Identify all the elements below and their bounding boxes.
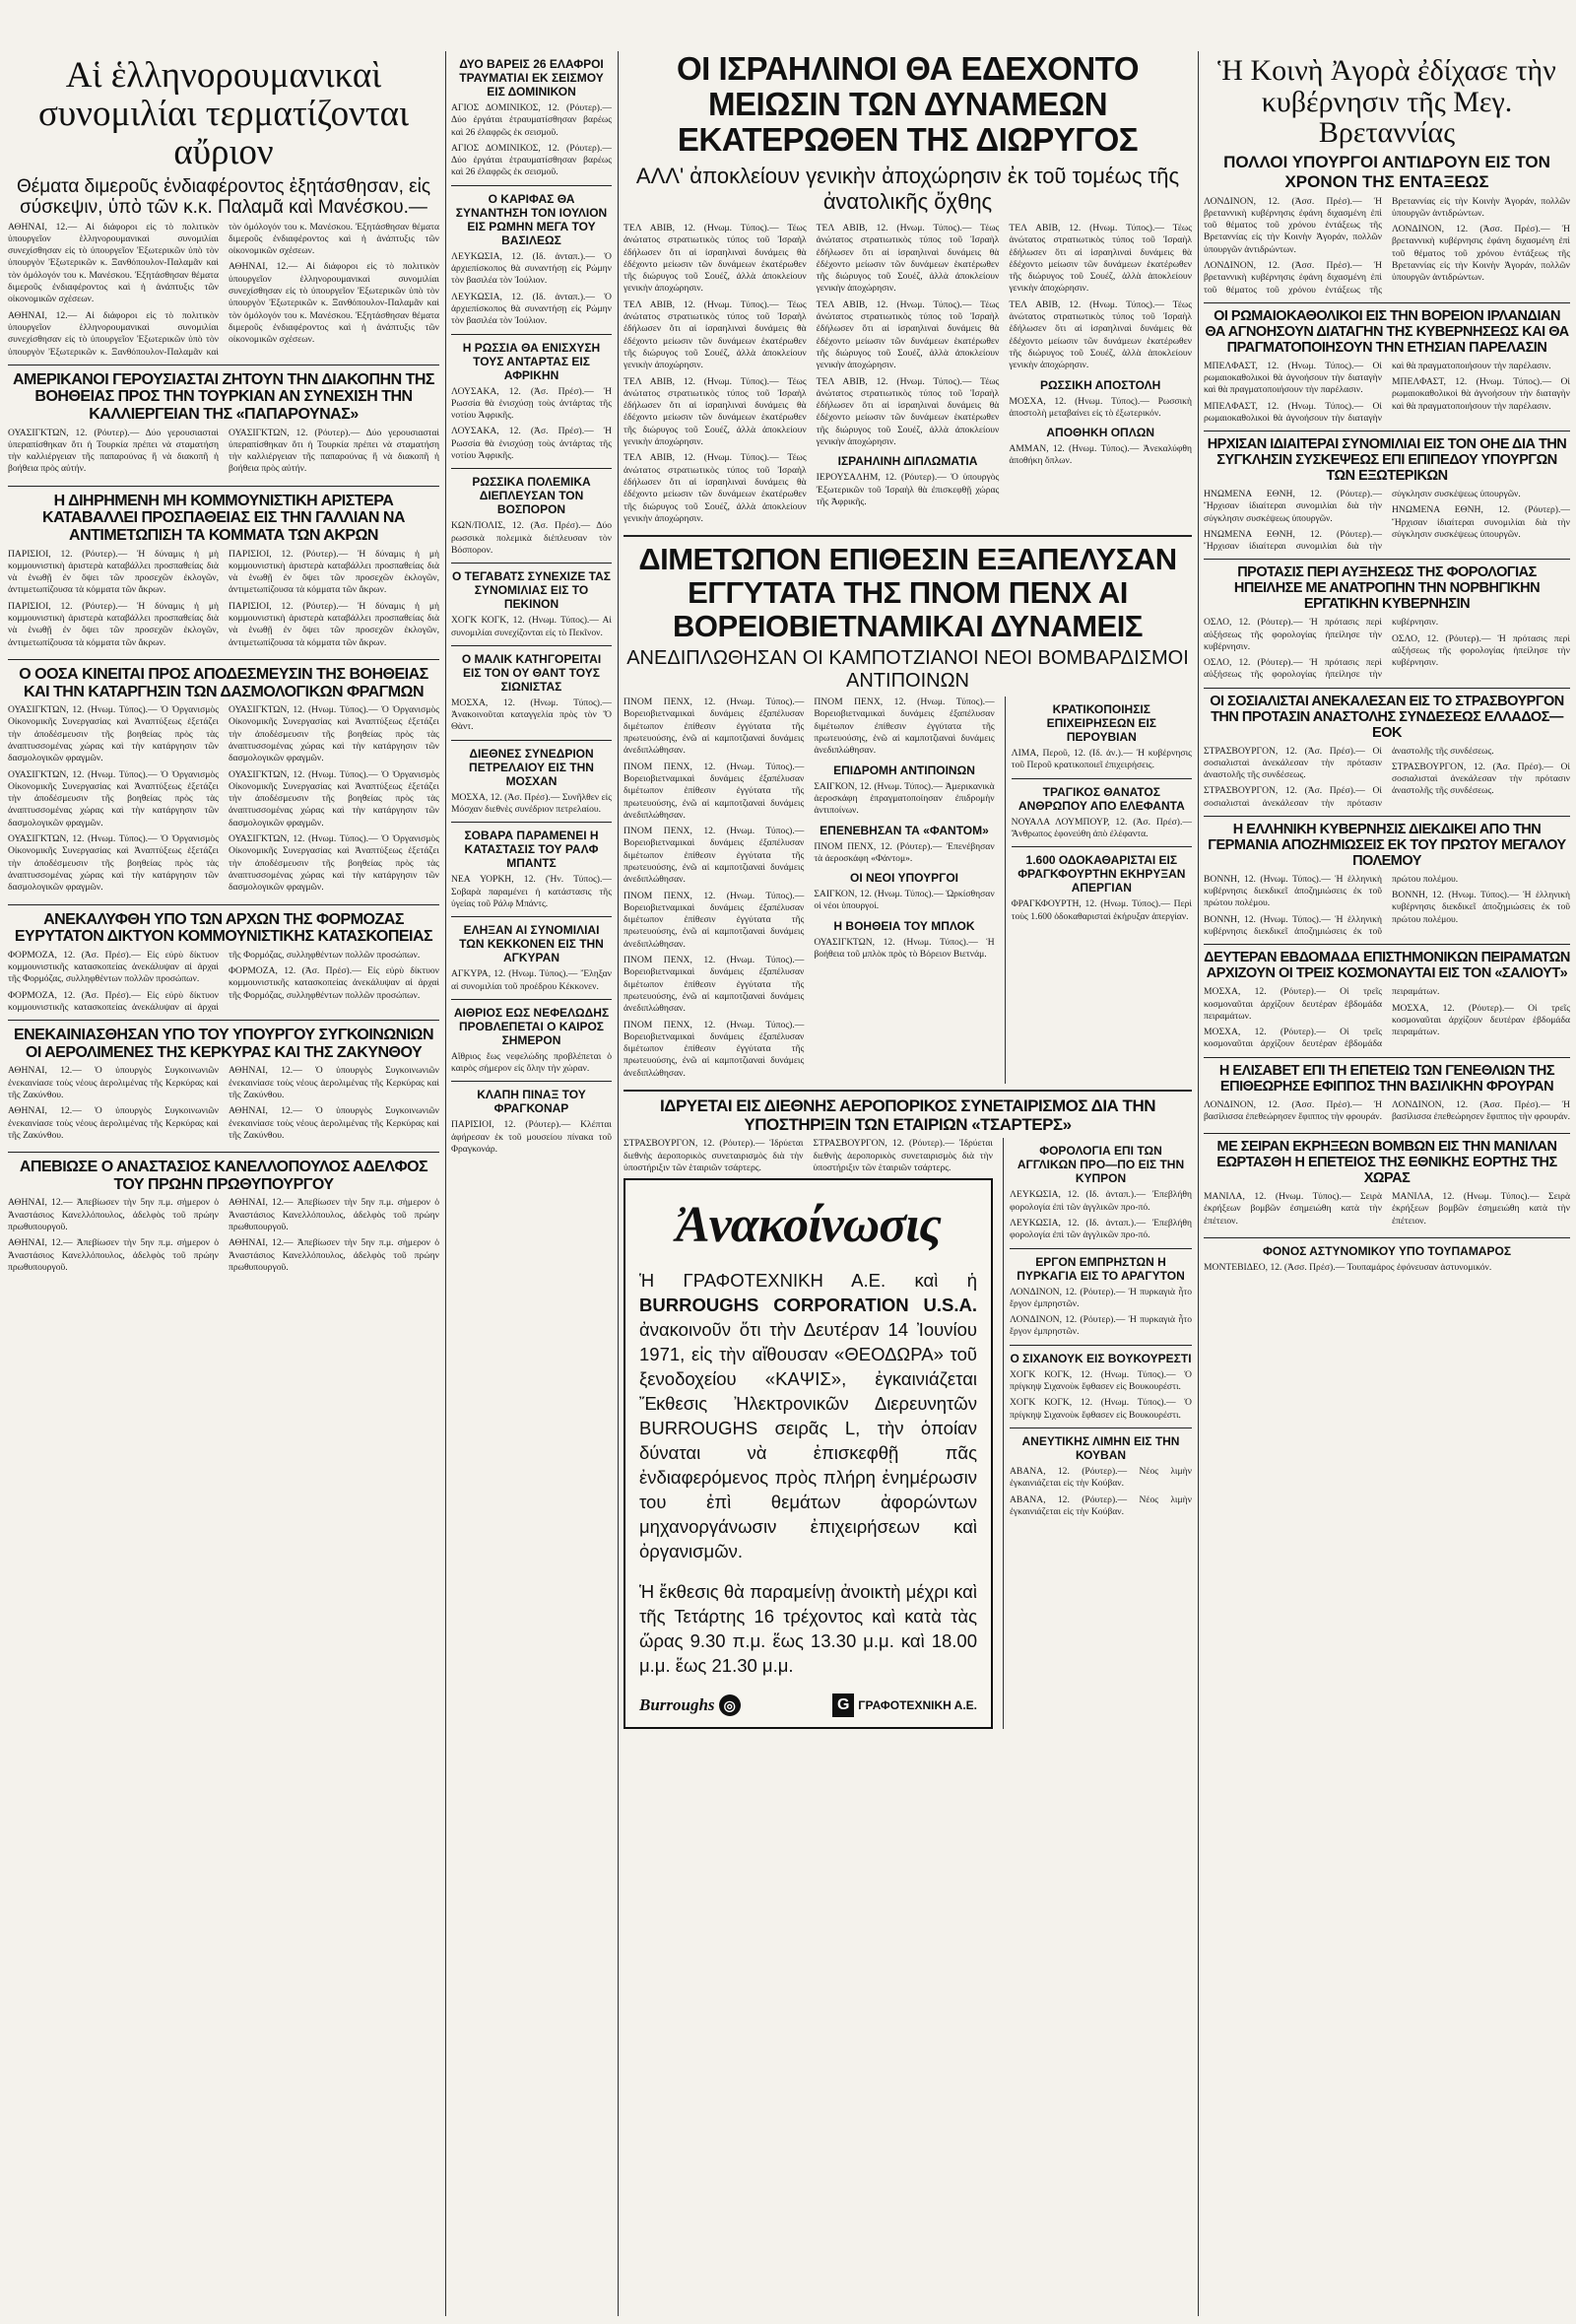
headline-socialists-strasbourg: ΟΙ ΣΟΣΙΑΛΙΣΤΑΙ ΑΝΕΚΑΛΕΣΑΝ ΕΙΣ ΤΟ ΣΤΡΑΣΒΟΥΡΓΟΝ ΤΗΝ ΠΡΟΤΑΣΙΝ ΑΝΑΣΤΟΛΗΣ ΣΥΝΔΕΣΕΩΣ ΕΛΛΑΔΟΣ—ΕΟΚ	[1210, 693, 1564, 741]
section-separator	[451, 916, 612, 917]
article-body	[8, 1197, 439, 1278]
article-text-continued: ΜΠΕΛΦΑΣΤ, 12. (Ηνωμ. Τύπος).— Οἱ ρωμαιοκαθολικοὶ θὰ ἀγνοήσουν τὴν διαταγὴν καὶ θὰ πραγματοποιήσουν τὴν παρέλασιν.	[1392, 375, 1570, 412]
section-separator	[8, 1020, 439, 1021]
section-separator	[1204, 1133, 1570, 1134]
section-separator	[1204, 431, 1570, 432]
article-text-continued: ΛΟΝΔΙΝΟΝ, 12. (Ρόυτερ).— Ἡ πυρκαγιὰ ἦτο ἔργον ἐμπρηστῶν.	[1010, 1314, 1192, 1338]
headline-elizabeth-birthday: Η ΕΛΙΣΑΒΕΤ ΕΠΙ ΤΗ ΕΠΕΤΕΙΩ ΤΩΝ ΓΕΝΕΘΛΙΩΝ ΤΗΣ ΕΠΙΘΕΩΡΗΣΕ ΕΦΙΠΠΟΣ ΤΗΝ ΒΑΣΙΛΙΚΗΝ ΦΡΟΥΡΑΝ	[1218, 1062, 1555, 1095]
article-text: ΑΓΚΥΡΑ, 12. (Ηνωμ. Τύπος).— Ἔληξαν αἱ συνομιλίαι τοῦ προέδρου Κέκκονεν.	[451, 968, 612, 992]
headline-us-senators-turkey: ΑΜΕΡΙΚΑΝΟΙ ΓΕΡΟΥΣΙΑΣΤΑΙ ΖΗΤΟΥΝ ΤΗΝ ΔΙΑΚΟΠΗΝ ΤΗΣ ΒΟΗΘΕΙΑΣ ΠΡΟΣ ΤΗΝ ΤΟΥΡΚΙΑΝ ΑΝ ΣΥΝΕΧΙΣΗ ΤΗΝ ΚΑΛΛΙΕΡΓΕΙΑΝ ΤΗΣ «ΠΑΠΑΡΟΥΝΑΣ»	[12, 370, 435, 423]
article-text-continued: ΜΠΕΛΦΑΣΤ, 12. (Ηνωμ. Τύπος).— Οἱ ρωμαιοκαθολικοὶ θὰ ἀγνοήσουν τὴν διαταγὴν καὶ θὰ πραγματοποιήσουν τὴν παρέλασιν.	[1204, 360, 1551, 424]
article-text: ΑΓΙΟΣ ΔΟΜΙΝΙΚΟΣ, 12. (Ρόυτερ).— Δύο ἐργάται ἐτραυματίσθησαν βαρέως καὶ 26 ἐλαφρῶς ἐκ σεισμοῦ.	[451, 102, 612, 138]
article-text-continued: ΤΕΛ ΑΒΙΒ, 12. (Ηνωμ. Τύπος).— Τέως ἀνώτατος στρατιωτικὸς τύπος τοῦ Ἰσραὴλ ἐδήλωσεν ὅτι αἱ ἰσραηλιναὶ δυνάμεις θὰ ἐδέχοντο μείωσιν τῶν δυνάμεων ἑκατέρωθεν τῆς διώρυγος τοῦ Σουέζ, ἀλλὰ ἀποκλείουν γενικὴν ἀποχώρησιν.	[1009, 299, 1192, 371]
headline-russia-africa: Η ΡΩΣΣΙΑ ΘΑ ΕΝΙΣΧΥΣΗ ΤΟΥΣ ΑΝΤΑΡΤΑΣ ΕΙΣ ΑΦΡΙΚΗΝ	[462, 340, 601, 382]
article-text: ΝΕΑ ΥΟΡΚΗ, 12. (Ἡν. Τύπος).— Σοβαρὰ παραμένει ἡ κατάστασις τῆς ὑγείας τοῦ Ράλφ Μπάντς.	[451, 874, 612, 909]
article-text-continued: ΠΝΟΜ ΠΕΝΧ, 12. (Ηνωμ. Τύπος).— Βορειοβιετναμικαὶ δυνάμεις ἐξαπέλυσαν διμέτωπον ἐπίθεσιν ἐγγύτατα τῆς πρωτευούσης, ἐνῶ αἱ καμποτζιαναὶ δυνάμεις ἀνεδιπλώθησαν.	[624, 1019, 805, 1079]
article-text-continued: ΤΕΛ ΑΒΙΒ, 12. (Ηνωμ. Τύπος).— Τέως ἀνώτατος στρατιωτικὸς τύπος τοῦ Ἰσραὴλ ἐδήλωσεν ὅτι αἱ ἰσραηλιναὶ δυνάμεις θὰ ἐδέχοντο μείωσιν τῶν δυνάμεων ἑκατέρωθεν τῆς διώρυγος τοῦ Σουέζ, ἀλλὰ ἀποκλείουν γενικὴν ἀποχώρησιν.	[816, 375, 1000, 448]
israel-article-columns	[624, 223, 1192, 529]
column-rule	[1198, 51, 1199, 2316]
article-text-continued: ΟΣΛΟ, 12. (Ρόυτερ).— Ἡ πρότασις περὶ αὐξήσεως τῆς φορολογίας ἠπείλησε τὴν κυβέρνησιν.	[1204, 617, 1439, 681]
ad-paragraph-2: Ἡ ἔκθεσις θὰ παραμείνῃ ἀνοικτὴ μέχρι καὶ τῆς Τετάρτης 16 τρέχοντος καὶ κατὰ τὰς ὥρας 9.30 π.μ. ἕως 13.30 μ.μ. καὶ 18.00 μ.μ. ἕως 21.30 μ.μ.	[639, 1581, 977, 1677]
article-text-continued: ΜΑΝΙΛΑ, 12. (Ηνωμ. Τύπος).— Σειρὰ ἐκρήξεων βομβῶν ἐσημειώθη κατὰ τὴν ἐπέτειον.	[1392, 1191, 1570, 1227]
headline-makarios-rome: Ο ΚΑΡΙΦΑΣ ΘΑ ΣΥΝΑΝΤΗΣΗ ΤΟΝ ΙΟΥΛΙΟΝ ΕΙΣ ΡΩΜΗΝ ΜΕΓΑ ΤΟΥ ΒΑΣΙΛΕΩΣ	[455, 191, 608, 247]
headline-cuba-port: ΑΝΕΥΤΙΚΗΣ ΛΙΜΗΝ ΕΙΣ ΤΗΝ ΚΟΥΒΑΝ	[1021, 1433, 1180, 1462]
article-text-continued: ΠΝΟΜ ΠΕΝΧ, 12. (Ηνωμ. Τύπος).— Βορειοβιετναμικαὶ δυνάμεις ἐξαπέλυσαν διμέτωπον ἐπίθεσιν ἐγγύτατα τῆς πρωτευούσης, ἐνῶ αἱ καμποτζιαναὶ δυνάμεις ἀνεδιπλώθησαν.	[624, 826, 805, 886]
article-text: ΠΑΡΙΣΙΟΙ, 12. (Ρόυτερ).— Ἡ δύναμις ἡ μὴ κομμουνιστικὴ ἀριστερὰ καταβάλλει προσπαθείας διὰ νὰ ἑνωθῇ ἐν ὄψει τῶν προσεχῶν ἐκλογῶν, ἀντιμετωπίζουσα τὰ κόμματα τῶν ἄκρων.	[8, 548, 219, 596]
brief-column	[1003, 1138, 1192, 1729]
section-separator	[451, 740, 612, 741]
article-text-continued: ΛΟΥΣΑΚΑ, 12. (Ἀσ. Πρέσ).— Ἡ Ρωσσία θὰ ἐνισχύσῃ τοὺς ἀντάρτας τῆς νοτίου Ἀφρικῆς.	[451, 426, 612, 462]
article-text: ΠΝΟΜ ΠΕΝΧ, 12. (Ηνωμ. Τύπος).— Βορειοβιετναμικαὶ δυνάμεις ἐξαπέλυσαν διμέτωπον ἐπίθεσιν ἐγγύτατα τῆς πρωτευούσης, ἐνῶ αἱ καμποτζιαναὶ δυνάμεις ἀνεδιπλώθησαν.	[624, 697, 805, 757]
article-column	[624, 697, 804, 1084]
headline-common-market-britain: Ἡ Κοινὴ Ἀγορὰ ἐδίχασε τὴν κυβέρνησιν τῆς Μεγ. Βρεταννίας	[1217, 54, 1556, 149]
ad-text-intro: Ἡ ΓΡΑΦΟΤΕΧΝΙΚΗ Α.Ε. καὶ ἡ	[639, 1270, 977, 1292]
section-separator	[1204, 816, 1570, 817]
section-separator	[624, 535, 1192, 537]
headline-sihanouk-bucharest: Ο ΣΙΧΑΝΟΥΚ ΕΙΣ ΒΟΥΚΟΥΡΕΣΤΙ	[1010, 1351, 1192, 1365]
article-text: ΗΝΩΜΕΝΑ ΕΘΝΗ, 12. (Ρόυτερ).— Ἤρχισαν ἰδιαίτεραι συνομιλίαι διὰ τὴν σύγκλησιν συσκέψεως ὑπουργῶν.	[1204, 488, 1382, 524]
article-text-continued: ΛΟΝΔΙΝΟΝ, 12. (Ἀσσ. Πρέσ).— Ἡ βρεταννικὴ κυβέρνησις ἐφάνη διχασμένη ἐπὶ τοῦ θέματος τοῦ χρόνου ἐντάξεως τῆς Βρεταννίας εἰς τὴν Κοινὴν Ἀγοράν, πολλῶν ὑπουργῶν ἀντιδρώντων.	[1204, 195, 1570, 296]
section-separator	[1010, 1248, 1192, 1249]
article-text: ΠΑΡΙΣΙΟΙ, 12. (Ρόυτερ).— Κλέπται ἀφήρεσαν ἐκ τοῦ μουσείου πίνακα τοῦ Φραγκονάρ.	[451, 1119, 612, 1155]
article-body	[8, 704, 439, 897]
grafotechniki-wordmark: ΓΡΑΦΟΤΕΧΝΙΚΗ Α.Ε.	[858, 1698, 977, 1713]
article-column	[1009, 223, 1192, 529]
article-text-continued: ΜΟΣΧΑ, 12. (Ρόυτερ).— Οἱ τρεῖς κοσμοναῦται ἀρχίζουν δευτέραν ἑβδομάδα πειραμάτων.	[1392, 1002, 1570, 1038]
article-text-continued: ΟΥΑΣΙΓΚΤΩΝ, 12. (Ηνωμ. Τύπος).— Ὁ Ὀργανισμὸς Οἰκονομικῆς Συνεργασίας καὶ Ἀναπτύξεως ἐξετάζει τὴν ἀποδέσμευσιν τῆς βοηθείας πρὸς τὰς ἀναπτυσσομένας χώρας καὶ τὴν κατάργησιν τῶν δασμολογικῶν φραγμῶν.	[229, 704, 439, 764]
headline-israel-canal: ΟΙ ΙΣΡΑΗΛΙΝΟΙ ΘΑ ΕΔΕΧΟΝΤΟ ΜΕΙΩΣΙΝ ΤΩΝ ΔΥΝΑΜΕΩΝ ΕΚΑΤΕΡΩΘΕΝ ΤΗΣ ΔΙΩΡΥΓΟΣ	[677, 51, 1139, 158]
bottom-centre-row	[624, 1138, 1192, 1729]
article-text: ΟΥΑΣΙΓΚΤΩΝ, 12. (Ηνωμ. Τύπος).— Ὁ Ὀργανισμὸς Οἰκονομικῆς Συνεργασίας καὶ Ἀναπτύξεως ἐξετάζει τὴν ἀποδέσμευσιν τῆς βοηθείας πρὸς τὰς ἀναπτυσσομένας χώρας καὶ τὴν κατάργησιν τῶν δασμολογικῶν φραγμῶν.	[8, 704, 219, 764]
section-separator	[1012, 778, 1192, 779]
article-text: ΑΒΑΝΑ, 12. (Ρόυτερ).— Νέος λιμὴν ἐγκαινιάζεται εἰς τὴν Κούβαν.	[1010, 1465, 1192, 1490]
subheadline-israel-canal: ΑΛΛ' ἀποκλείουν γενικὴν ἀποχώρησιν ἐκ τοῦ τομέως τῆς ἀνατολικῆς ὄχθης	[635, 164, 1180, 214]
article-text-continued: ΤΕΛ ΑΒΙΒ, 12. (Ηνωμ. Τύπος).— Τέως ἀνώτατος στρατιωτικὸς τύπος τοῦ Ἰσραὴλ ἐδήλωσεν ὅτι αἱ ἰσραηλιναὶ δυνάμεις θὰ ἐδέχοντο μείωσιν τῶν δυνάμεων ἑκατέρωθεν τῆς διώρυγος τοῦ Σουέζ, ἀλλὰ ἀποκλείουν γενικὴν ἀποχώρησιν.	[816, 299, 1000, 371]
headline-greek-reparations: Η ΕΛΛΗΝΙΚΗ ΚΥΒΕΡΝΗΣΙΣ ΔΙΕΚΔΙΚΕΙ ΑΠΟ ΤΗΝ ΓΕΡΜΑΝΙΑ ΑΠΟΖΗΜΙΩΣΕΙΣ ΕΚ ΤΟΥ ΠΡΩΤΟΥ ΜΕΓΑΛΟΥ ΠΟΛΕΜΟΥ	[1208, 822, 1566, 869]
article-text: ΜΑΝΙΛΑ, 12. (Ηνωμ. Τύπος).— Σειρὰ ἐκρήξεων βομβῶν ἐσημειώθη κατὰ τὴν ἐπέτειον.	[1204, 1191, 1382, 1227]
headline-dominican-earthquake: ΔΥΟ ΒΑΡΕΙΣ 26 ΕΛΑΦΡΟΙ ΤΡΑΥΜΑΤΙΑΙ ΕΚ ΣΕΙΣΜΟΥ ΕΙΣ ΔΟΜΙΝΙΚΟΝ	[459, 57, 604, 99]
headline-kanellopoulos-death: ΑΠΕΒΙΩΣΕ Ο ΑΝΑΣΤΑΣΙΟΣ ΚΑΝΕΛΛΟΠΟΥΛΟΣ ΑΔΕΛΦΟΣ ΤΟΥ ΠΡΩΗΝ ΠΡΩΘΥΠΟΥΡΓΟΥ	[19, 1159, 428, 1193]
burroughs-wordmark: Burroughs	[639, 1695, 715, 1715]
article-body	[1204, 1099, 1570, 1128]
article-text-continued: ΟΣΛΟ, 12. (Ρόυτερ).— Ἡ πρότασις περὶ αὐξήσεως τῆς φορολογίας ἠπείλησε τὴν κυβέρνησιν.	[1392, 632, 1570, 669]
article-text: ΙΕΡΟΥΣΑΛΗΜ, 12. (Ρόυτερ).— Ὁ ὑπουργὸς Ἐξωτερικῶν τοῦ Ἰσραὴλ θὰ ἐπισκεφθῇ χώρας τῆς Ἀφρικῆς.	[816, 472, 1000, 507]
article-text-continued: ΑΘΗΝΑΙ, 12.— Ἀπεβίωσεν τὴν 5ην π.μ. σήμερον ὁ Ἀναστάσιος Κανελλόπουλος, ἀδελφὸς τοῦ πρώην πρωθυπουργοῦ.	[229, 1197, 439, 1232]
headline-peru-nationalization: ΚΡΑΤΙΚΟΠΟΙΗΣΙΣ ΕΠΙΧΕΙΡΗΣΕΩΝ ΕΙΣ ΠΕΡΟΥΒΙΑΝ	[1046, 702, 1157, 745]
article-text-continued: ΟΥΑΣΙΓΚΤΩΝ, 12. (Ρόυτερ).— Δύο γερουσιασταὶ ὑπεραπίσθηκαν ὅτι ἡ Τουρκία πρέπει νὰ σταματήση τὴν καλλιέργειαν τῆς παπαρούνας ἢ νὰ διακοπῆ ἡ βοήθεια πρὸς αὐτήν.	[229, 427, 439, 475]
section-separator	[451, 334, 612, 335]
article-text-continued: ΟΥΑΣΙΓΚΤΩΝ, 12. (Ηνωμ. Τύπος).— Ὁ Ὀργανισμὸς Οἰκονομικῆς Συνεργασίας καὶ Ἀναπτύξεως ἐξετάζει τὴν ἀποδέσμευσιν τῆς βοηθείας πρὸς τὰς ἀναπτυσσομένας χώρας καὶ τὴν κατάργησιν τῶν δασμολογικῶν φραγμῶν.	[8, 768, 219, 829]
article-text: ΝΟΥΑΛΑ ΛΟΥΜΠΟΥΡ, 12. (Ἀσ. Πρέσ).— Ἄνθρωπος ἐφονεύθη ἀπὸ ἐλέφαντα.	[1011, 816, 1192, 840]
article-text-continued: ΤΕΛ ΑΒΙΒ, 12. (Ηνωμ. Τύπος).— Τέως ἀνώτατος στρατιωτικὸς τύπος τοῦ Ἰσραὴλ ἐδήλωσεν ὅτι αἱ ἰσραηλιναὶ δυνάμεις θὰ ἐδέχοντο μείωσιν τῶν δυνάμεων ἑκατέρωθεν τῆς διώρυγος τοῦ Σουέζ, ἀλλὰ ἀποκλείουν γενικὴν ἀποχώρησιν.	[624, 452, 807, 524]
section-separator	[8, 904, 439, 905]
headline-un-talks: ΗΡΧΙΣΑΝ ΙΔΙΑΙΤΕΡΑΙ ΣΥΝΟΜΙΛΙΑΙ ΕΙΣ ΤΟΝ ΟΗΕ ΔΙΑ ΤΗΝ ΣΥΓΚΛΗΣΙΝ ΣΥΣΚΕΨΕΩΣ ΕΠΙ ΕΠΙΠΕΔΟΥ ΥΠΟΥΡΓΩΝ ΤΩΝ ΕΞΩΤΕΡΙΚΩΝ	[1207, 436, 1567, 485]
article-text: ΑΜΜΑΝ, 12. (Ηνωμ. Τύπος).— Ἀνεκαλύφθη ἀποθήκη ὅπλων.	[1009, 443, 1192, 467]
article-text-continued: ΛΟΝΔΙΝΟΝ, 12. (Ἀσσ. Πρέσ).— Ἡ βρεταννικὴ κυβέρνησις ἐφάνη διχασμένη ἐπὶ τοῦ θέματος τοῦ χρόνου ἐντάξεως τῆς Βρεταννίας εἰς τὴν Κοινὴν Ἀγοράν, πολλῶν ὑπουργῶν ἀντιδρώντων.	[1392, 224, 1570, 284]
subheading-israel-diplomacy: ΙΣΡΑΗΛΙΝΗ ΔΙΠΛΩΜΑΤΙΑ	[837, 454, 978, 469]
ad-paragraph-1	[639, 1268, 977, 1563]
burroughs-logo-icon: ◎	[719, 1694, 741, 1716]
column-centre	[624, 51, 1192, 2316]
article-text: ΚΩΝ/ΠΟΛΙΣ, 12. (Ἀσ. Πρέσ).— Δύο ρωσσικὰ πολεμικὰ διέπλευσαν τὸν Βόσπορον.	[451, 520, 612, 556]
ad-brand-corp: BURROUGHS CORPORATION U.S.A.	[639, 1295, 977, 1316]
article-body	[1204, 1191, 1570, 1231]
article-text-continued: ΗΝΩΜΕΝΑ ΕΘΝΗ, 12. (Ρόυτερ).— Ἤρχισαν ἰδιαίτεραι συνομιλίαι διὰ τὴν σύγκλησιν συσκέψεως ὑπουργῶν.	[1204, 488, 1521, 553]
article-text-continued: ΠΝΟΜ ΠΕΝΧ, 12. (Ηνωμ. Τύπος).— Βορειοβιετναμικαὶ δυνάμεις ἐξαπέλυσαν διμέτωπον ἐπίθεσιν ἐγγύτατα τῆς πρωτευούσης, ἐνῶ αἱ καμποτζιαναὶ δυνάμεις ἀνεδιπλώθησαν.	[624, 955, 805, 1015]
headline-kekkonen-ankara: ΕΛΗΞΑΝ ΑΙ ΣΥΝΟΜΙΛΙΑΙ ΤΩΝ ΚΕΚΚΟΝΕΝ ΕΙΣ ΤΗΝ ΑΓΚΥΡΑΝ	[459, 923, 604, 965]
article-text-continued: ΑΘΗΝΑΙ, 12.— Ὁ ὑπουργὸς Συγκοινωνιῶν ἐνεκαινίασε τοὺς νέους ἀερολιμένας τῆς Κερκύρας καὶ τῆς Ζακύνθου.	[229, 1065, 439, 1101]
column-brief-news	[451, 51, 612, 2316]
article-text: ΧΟΓΚ ΚΟΓΚ, 12. (Ηνωμ. Τύπος).— Αἱ συνομιλίαι συνεχίζονται εἰς τὸ Πεκῖνον.	[451, 615, 612, 638]
section-separator	[451, 185, 612, 186]
column-rule	[618, 51, 619, 2316]
article-text-continued: ΑΘΗΝΑΙ, 12.— Αἱ διάφοροι εἰς τὸ πολιτικὸν ὑπουργεῖον ἑλληνορουμανικαὶ συνομιλίαι συνεχίσθησαν εἰς τὸ ὑπουργεῖον Ἐξωτερικῶν ὑπὸ τὸν ὑπουργὸν Ἐξωτερικῶν κ. Ξανθόπουλον-Παλαμᾶν καὶ τὸν ὁμόλογόν του κ. Μανέσκου. Ἐξητάσθησαν θέματα διμεροῦς ἐνδιαφέροντος καὶ ἡ ἀνάπτυξις τῶν οἰκονομικῶν σχέσεων.	[8, 221, 439, 358]
article-text-continued: ΠΝΟΜ ΠΕΝΧ, 12. (Ηνωμ. Τύπος).— Βορειοβιετναμικαὶ δυνάμεις ἐξαπέλυσαν διμέτωπον ἐπίθεσιν ἐγγύτατα τῆς πρωτευούσης, ἐνῶ αἱ καμποτζιαναὶ δυνάμεις ἀνεδιπλώθησαν.	[624, 890, 805, 950]
charter-and-ad	[624, 1138, 993, 1729]
article-body	[1204, 746, 1570, 810]
article-text-continued: ΟΥΑΣΙΓΚΤΩΝ, 12. (Ηνωμ. Τύπος).— Ὁ Ὀργανισμὸς Οἰκονομικῆς Συνεργασίας καὶ Ἀναπτύξεως ἐξετάζει τὴν ἀποδέσμευσιν τῆς βοηθείας πρὸς τὰς ἀναπτυσσομένας χώρας καὶ τὴν κατάργησιν τῶν δασμολογικῶν φραγμῶν.	[229, 768, 439, 829]
article-body	[1204, 489, 1570, 553]
article-body	[8, 950, 439, 1014]
article-column	[814, 697, 994, 1084]
article-text: ΤΕΛ ΑΒΙΒ, 12. (Ηνωμ. Τύπος).— Τέως ἀνώτατος στρατιωτικὸς τύπος τοῦ Ἰσραὴλ ἐδήλωσεν ὅτι αἱ ἰσραηλιναὶ δυνάμεις θὰ ἐδέχοντο μείωσιν τῶν δυνάμεων ἑκατέρωθεν τῆς διώρυγος τοῦ Σουέζ, ἀλλὰ ἀποκλείουν γενικὴν ἀποχώρησιν.	[816, 223, 1000, 295]
subheading-new-ministers: ΟΙ ΝΕΟΙ ΥΠΟΥΡΓΟΙ	[849, 871, 958, 886]
article-body	[8, 428, 439, 480]
section-separator	[1204, 1057, 1570, 1058]
article-text-continued: ΠΑΡΙΣΙΟΙ, 12. (Ρόυτερ).— Ἡ δύναμις ἡ μὴ κομμουνιστικὴ ἀριστερὰ καταβάλλει προσπαθείας διὰ νὰ ἑνωθῇ ἐν ὄψει τῶν προσεχῶν ἐκλογῶν, ἀντιμετωπίζουσα τὰ κόμματα τῶν ἄκρων.	[229, 600, 439, 648]
cambodia-article-columns	[624, 697, 1192, 1084]
article-text: ΒΟΝΝΗ, 12. (Ηνωμ. Τύπος).— Ἡ ἑλληνικὴ κυβέρνησις διεκδικεῖ ἀποζημιώσεις ἐκ τοῦ πρώτου πολέμου.	[1204, 873, 1382, 909]
article-text: ΛΕΥΚΩΣΙΑ, 12. (Ιδ. ἀνταπ.).— Ὁ ἀρχιεπίσκοπος θὰ συναντήσῃ εἰς Ρώμην τὸν βασιλέα τὸν Ἰούλιον.	[451, 250, 612, 287]
subheadline-phnom-penh: ΑΝΕΔΙΠΛΩΘΗΣΑΝ ΟΙ ΚΑΜΠΟΤΖΙΑΝΟΙ ΝΕΟΙ ΒΟΜΒΑΡΔΙΣΜΟΙ ΑΝΤΙΠΟΙΝΩΝ	[626, 647, 1189, 693]
subheading-russian-mission: ΡΩΣΣΙΚΗ ΑΠΟΣΤΟΛΗ	[1040, 377, 1161, 392]
article-text-continued: ΟΥΑΣΙΓΚΤΩΝ, 12. (Ηνωμ. Τύπος).— Ὁ Ὀργανισμὸς Οἰκονομικῆς Συνεργασίας καὶ Ἀναπτύξεως ἐξετάζει τὴν ἀποδέσμευσιν τῆς βοηθείας πρὸς τὰς ἀναπτυσσομένας χώρας καὶ τὴν κατάργησιν τῶν δασμολογικῶν φραγμῶν.	[229, 833, 439, 894]
article-text: ΜΟΣΧΑ, 12. (Ἀσ. Πρέσ).— Συνῆλθεν εἰς Μόσχαν διεθνὲς συνέδριον πετρελαίου.	[451, 791, 612, 816]
headline-french-left: Η ΔΙΗΡΗΜΕΝΗ ΜΗ ΚΟΜΜΟΥΝΙΣΤΙΚΗ ΑΡΙΣΤΕΡΑ ΚΑΤΑΒΑΛΛΕΙ ΠΡΟΣΠΑΘΕΙΑΣ ΕΙΣ ΤΗΝ ΓΑΛΛΙΑΝ ΝΑ ΑΝΤΙΜΕΤΩΠΙΣΗ ΤΑ ΚΟΜΜΑΤΑ ΤΩΝ ΑΚΡΩΝ	[42, 492, 405, 544]
article-column	[817, 223, 1000, 529]
headline-romanian-talks: Αἱ ἑλληνορουμανικαὶ συνομιλίαι τερματίζονται αὔριον	[37, 55, 410, 172]
section-separator	[451, 1081, 612, 1082]
article-text: ΜΟΣΧΑ, 12. (Ηνωμ. Τύπος).— Ἀνακοινοῦται καταγγελία πρὸς τὸν Ὄ Θὰντ.	[451, 697, 612, 733]
section-separator	[1204, 302, 1570, 303]
article-text-continued: ΠΝΟΜ ΠΕΝΧ, 12. (Ηνωμ. Τύπος).— Βορειοβιετναμικαὶ δυνάμεις ἐξαπέλυσαν διμέτωπον ἐπίθεσιν ἐγγύτατα τῆς πρωτευούσης, ἐνῶ αἱ καμποτζιαναὶ δυνάμεις ἀνεδιπλώθησαν.	[624, 761, 805, 821]
article-text-continued: ΟΥΑΣΙΓΚΤΩΝ, 12. (Ηνωμ. Τύπος).— Ὁ Ὀργανισμὸς Οἰκονομικῆς Συνεργασίας καὶ Ἀναπτύξεως ἐξετάζει τὴν ἀποδέσμευσιν τῆς βοηθείας πρὸς τὰς ἀναπτυσσομένας χώρας καὶ τὴν κατάργησιν τῶν δασμολογικῶν φραγμῶν.	[8, 833, 219, 894]
ad-title: Ἀνακοίνωσις	[676, 1197, 941, 1254]
article-text: ΛΙΜΑ, Περοῦ, 12. (Ιδ. ἀν.).— Ἡ κυβέρνησις τοῦ Περοῦ κρατικοποιεῖ ἐπιχειρήσεις.	[1011, 748, 1192, 771]
article-text-continued: ΑΘΗΝΑΙ, 12.— Ὁ ὑπουργὸς Συγκοινωνιῶν ἐνεκαινίασε τοὺς νέους ἀερολιμένας τῆς Κερκύρας καὶ τῆς Ζακύνθου.	[8, 1105, 219, 1141]
headline-salyut-cosmonauts: ΔΕΥΤΕΡΑΝ ΕΒΔΟΜΑΔΑ ΕΠΙΣΤΗΜΟΝΙΚΩΝ ΠΕΙΡΑΜΑΤΩΝ ΑΡΧΙΖΟΥΝ ΟΙ ΤΡΕΙΣ ΚΟΣΜΟΝΑΥΤΑΙ ΕΙΣ ΤΟΝ «ΣΑΛΙΟΥΤ»	[1204, 950, 1570, 982]
article-body	[1204, 617, 1570, 681]
article-text-continued: ΜΟΣΧΑ, 12. (Ρόυτερ).— Οἱ τρεῖς κοσμοναῦται ἀρχίζουν δευτέραν ἑβδομάδα πειραμάτων.	[1204, 986, 1440, 1050]
headline-tupamaros: ΦΟΝΟΣ ΑΣΤΥΝΟΜΙΚΟΥ ΥΠΟ ΤΟΥΠΑΜΑΡΟΣ	[1262, 1243, 1512, 1258]
subheading-bloc-aid: Η ΒΟΗΘΕΙΑ ΤΟΥ ΜΠΛΟΚ	[833, 918, 975, 933]
subheading-arms-depot: ΑΠΟΘΗΚΗ ΟΠΛΩΝ	[1046, 426, 1154, 440]
article-text-continued: ΒΟΝΝΗ, 12. (Ηνωμ. Τύπος).— Ἡ ἑλληνικὴ κυβέρνησις διεκδικεῖ ἀποζημιώσεις ἐκ τοῦ πρώτου πολέμου.	[1204, 873, 1459, 938]
article-text-continued: ΛΕΥΚΩΣΙΑ, 12. (Ιδ. ἀνταπ.).— Ἐπεβλήθη φορολογία ἐπὶ τῶν ἀγγλικῶν προ-πό.	[1010, 1218, 1192, 1241]
ad-text-body: ἀνακοινοῦν ὅτι τὴν Δευτέραν 14 Ἰουνίου 1971, εἰς τὴν αἴθουσαν «ΘΕΟΔΩΡΑ» τοῦ ξενοδοχείου «ΚΑΨΙΣ», ἐγκαινιάζεται Ἔκθεσις Ἠλεκτρονικῶν Διερευνητῶν BURROUGHS σειρᾶς L, τὴν ὁποίαν δύναται νὰ ἐπισκεφθῇ πᾶς ἐνδιαφερόμενος πρὸς πλήρη ἐνημέρωσιν του ἐπὶ θεμάτων ἀφορώντων μηχανοργάνωσιν ἐπιχειρήσεων καὶ ὀργανισμῶν.	[639, 1319, 977, 1562]
article-body	[1204, 874, 1570, 938]
column-left	[8, 51, 439, 2316]
headline-formosa-espionage: ΑΝΕΚΑΛΥΦΘΗ ΥΠΟ ΤΩΝ ΑΡΧΩΝ ΤΗΣ ΦΟΡΜΟΖΑΣ ΕΥΡΥΤΑΤΟΝ ΔΙΚΤΥΟΝ ΚΟΜΜΟΥΝΙΣΤΙΚΗΣ ΚΑΤΑΣΚΟΠΕΙΑΣ	[14, 910, 433, 946]
article-text: ΜΟΣΧΑ, 12. (Ρόυτερ).— Οἱ τρεῖς κοσμοναῦται ἀρχίζουν δευτέραν ἑβδομάδα πειραμάτων.	[1204, 986, 1382, 1022]
headline-fragonard-theft: ΚΛΑΠΗ ΠΙΝΑΞ ΤΟΥ ΦΡΑΓΚΟΝΑΡ	[477, 1088, 586, 1116]
article-text: ΣΑΙΓΚΟΝ, 12. (Ηνωμ. Τύπος).— Ἀμερικανικὰ ἀεροσκάφη ἐπραγματοποίησαν ἐπιδρομὴν ἀντιποίνων.	[814, 780, 995, 817]
headline-oil-congress-moscow: ΔΙΕΘΝΕΣ ΣΥΝΕΔΡΙΟΝ ΠΕΤΡΕΛΑΙΟΥ ΕΙΣ ΤΗΝ ΜΟΣΧΑΝ	[469, 746, 594, 788]
article-text: ΠΝΟΜ ΠΕΝΧ, 12. (Ρόυτερ).— Ἐπενέβησαν τὰ ἀεροσκάφη «Φάντομ».	[814, 840, 995, 864]
article-text: ΛΟΥΣΑΚΑ, 12. (Ἀσ. Πρέσ).— Ἡ Ρωσσία θὰ ἐνισχύσῃ τοὺς ἀντάρτας τῆς νοτίου Ἀφρικῆς.	[451, 385, 612, 422]
article-text-continued: ΧΟΓΚ ΚΟΓΚ, 12. (Ηνωμ. Τύπος).— Ὁ πρίγκηψ Σιχανοὺκ ἔφθασεν εἰς Βουκουρέστι.	[1010, 1397, 1192, 1421]
article-text: ΣΑΙΓΚΟΝ, 12. (Ηνωμ. Τύπος).— Ὡρκίσθησαν οἱ νέοι ὑπουργοί.	[814, 889, 995, 912]
headline-oecd: Ο ΟΟΣΑ ΚΙΝΕΙΤΑΙ ΠΡΟΣ ΑΠΟΔΕΣΜΕΥΣΙΝ ΤΗΣ ΒΟΗΘΕΙΑΣ ΚΑΙ ΤΗΝ ΚΑΤΑΡΓΗΣΙΝ ΤΩΝ ΔΑΣΜΟΛΟΓΙΚΩΝ ΦΡΑΓΜΩΝ	[19, 665, 428, 700]
article-body	[8, 549, 439, 653]
grafotechniki-logo	[832, 1693, 977, 1717]
section-separator	[1010, 1345, 1192, 1346]
article-text: ΣΤΡΑΣΒΟΥΡΓΟΝ, 12. (Ρόυτερ).— Ἱδρύεται διεθνὴς ἀεροπορικὸς συνεταιρισμὸς διὰ τὴν ὑποστήριξιν τῶν ἑταιριῶν τσάρτερς.	[624, 1138, 804, 1173]
section-separator	[1204, 1237, 1570, 1238]
article-text: ΜΠΕΛΦΑΣΤ, 12. (Ηνωμ. Τύπος).— Οἱ ρωμαιοκαθολικοὶ θὰ ἀγνοήσουν τὴν διαταγὴν καὶ θὰ πραγματοποιήσουν τὴν παρέλασιν.	[1204, 360, 1382, 396]
article-text-continued: ΣΤΡΑΣΒΟΥΡΓΟΝ, 12. (Ἀσ. Πρέσ).— Οἱ σοσιαλισταὶ ἀνεκάλεσαν τὴν πρότασιν ἀναστολῆς τῆς συνδέσεως.	[1204, 745, 1494, 809]
article-column	[624, 223, 807, 529]
section-separator	[8, 486, 439, 487]
section-separator	[1012, 846, 1192, 847]
subheading-reprisal-raid: ΕΠΙΔΡΟΜΗ ΑΝΤΙΠΟΙΝΩΝ	[833, 763, 975, 777]
section-separator	[451, 468, 612, 469]
article-text-continued: ΤΕΛ ΑΒΙΒ, 12. (Ηνωμ. Τύπος).— Τέως ἀνώτατος στρατιωτικὸς τύπος τοῦ Ἰσραὴλ ἐδήλωσεν ὅτι αἱ ἰσραηλιναὶ δυνάμεις θὰ ἐδέχοντο μείωσιν τῶν δυνάμεων ἑκατέρωθεν τῆς διώρυγος τοῦ Σουέζ, ἀλλὰ ἀποκλείουν γενικὴν ἀποχώρησιν.	[624, 299, 807, 371]
headline-malik-u-thant: Ο ΜΑΛΙΚ ΚΑΤΗΓΟΡΕΙΤΑΙ ΕΙΣ ΤΟΝ ΟΥ ΘΑΝΤ ΤΟΥΣ ΣΙΩΝΙΣΤΑΣ	[461, 651, 602, 694]
article-text-continued: ΑΘΗΝΑΙ, 12.— Αἱ διάφοροι εἰς τὸ πολιτικὸν ὑπουργεῖον ἑλληνορουμανικαὶ συνομιλίαι συνεχίσθησαν εἰς τὸ ὑπουργεῖον Ἐξωτερικῶν ὑπὸ τὸν ὑπουργὸν Ἐξωτερικῶν κ. Ξανθόπουλον-Παλαμᾶν καὶ τὸν ὁμόλογόν του κ. Μανέσκου. Ἐξητάσθησαν θέματα διμεροῦς ἐνδιαφέροντος καὶ ἡ ἀνάπτυξις τῶν οἰκονομικῶν σχέσεων.	[229, 261, 439, 346]
article-text: ΦΟΡΜΟΖΑ, 12. (Ἀσ. Πρέσ).— Εἰς εὐρὺ δίκτυον κομμουνιστικῆς κατασκοπείας ἀνεκάλυψαν αἱ ἀρχαὶ τῆς Φορμόζας, συλληφθέντων πολλῶν προσώπων.	[8, 949, 219, 985]
section-separator	[451, 999, 612, 1000]
article-text: ΟΥΑΣΙΓΚΤΩΝ, 12. (Ρόυτερ).— Δύο γερουσιασταὶ ὑπεραπίσθηκαν ὅτι ἡ Τουρκία πρέπει νὰ σταματήση τὴν καλλιέργειαν τῆς παπαρούνας ἢ νὰ διακοπῆ ἡ βοήθεια πρὸς αὐτήν.	[8, 427, 219, 475]
ad-footer	[639, 1693, 977, 1717]
headline-peking-talks: Ο ΤΕΓΑΒΑΤΣ ΣΥΝΕΧΙΖΕ ΤΑΣ ΣΥΝΟΜΙΛΙΑΣ ΕΙΣ ΤΟ ΠΕΚΙΝΟΝ	[452, 569, 611, 612]
article-text-continued: ΑΓΙΟΣ ΔΟΜΙΝΙΚΟΣ, 12. (Ρόυτερ).— Δύο ἐργάται ἐτραυματίσθησαν βαρέως καὶ 26 ἐλαφρῶς ἐκ σεισμοῦ.	[451, 142, 612, 178]
section-separator	[451, 563, 612, 564]
article-text-continued: ΣΤΡΑΣΒΟΥΡΓΟΝ, 12. (Ρόυτερ).— Ἱδρύεται διεθνὴς ἀεροπορικὸς συνεταιρισμὸς διὰ τὴν ὑποστήριξιν τῶν ἑταιριῶν τσάρτερς.	[813, 1138, 993, 1173]
subheading-phantom: ΕΠΕΝΕΒΗΣΑΝ ΤΑ «ΦΑΝΤΟΜ»	[820, 823, 989, 837]
article-text: ΑΘΗΝΑΙ, 12.— Αἱ διάφοροι εἰς τὸ πολιτικὸν ὑπουργεῖον ἑλληνορουμανικαὶ συνομιλίαι συνεχίσθησαν εἰς τὸ ὑπουργεῖον Ἐξωτερικῶν ὑπὸ τὸν ὑπουργὸν Ἐξωτερικῶν κ. Ξανθόπουλον-Παλαμᾶν καὶ τὸν ὁμόλογόν του κ. Μανέσκου. Ἐξητάσθησαν θέματα διμεροῦς ἐνδιαφέροντος καὶ ἡ ἀνάπτυξις τῶν οἰκονομικῶν σχέσεων.	[8, 221, 219, 305]
article-text: ΠΝΟΜ ΠΕΝΧ, 12. (Ηνωμ. Τύπος).— Βορειοβιετναμικαὶ δυνάμεις ἐξαπέλυσαν διμέτωπον ἐπίθεσιν ἐγγύτατα τῆς πρωτευούσης, ἐνῶ αἱ καμποτζιαναὶ δυνάμεις ἀνεδιπλώθησαν.	[814, 697, 995, 757]
article-text-continued: ΑΘΗΝΑΙ, 12.— Ἀπεβίωσεν τὴν 5ην π.μ. σήμερον ὁ Ἀναστάσιος Κανελλόπουλος, ἀδελφὸς τοῦ πρώην πρωθυπουργοῦ.	[229, 1237, 439, 1273]
article-body	[8, 1065, 439, 1146]
article-text: ΑΘΗΝΑΙ, 12.— Ἀπεβίωσεν τὴν 5ην π.μ. σήμερον ὁ Ἀναστάσιος Κανελλόπουλος, ἀδελφὸς τοῦ πρώην πρωθυπουργοῦ.	[8, 1197, 219, 1232]
article-text-continued: ΛΟΝΔΙΝΟΝ, 12. (Ἀσσ. Πρέσ).— Ἡ βασίλισσα ἐπεθεώρησεν ἔφιππος τὴν φρουράν.	[1392, 1098, 1570, 1122]
article-text: ΟΣΛΟ, 12. (Ρόυτερ).— Ἡ πρότασις περὶ αὐξήσεως τῆς φορολογίας ἠπείλησε τὴν κυβέρνησιν.	[1204, 617, 1382, 652]
article-text: ΜΟΝΤΕΒΙΔΕΟ, 12. (Ἀσσ. Πρέσ).— Τουπαμάρος ἐφόνευσαν ἀστυνομικόν.	[1204, 1261, 1492, 1273]
headline-cyprus-pools-tax: ΦΟΡΟΛΟΓΙΑ ΕΠΙ ΤΩΝ ΑΓΓΛΙΚΩΝ ΠΡΟ—ΠΟ ΕΙΣ ΤΗΝ ΚΥΠΡΟΝ	[1017, 1144, 1185, 1186]
article-text: ΣΤΡΑΣΒΟΥΡΓΟΝ, 12. (Ἀσ. Πρέσ).— Οἱ σοσιαλισταὶ ἀνεκάλεσαν τὴν πρότασιν ἀναστολῆς τῆς συνδέσεως.	[1204, 745, 1382, 781]
column-rule	[445, 51, 446, 2316]
article-text-continued: ΣΤΡΑΣΒΟΥΡΓΟΝ, 12. (Ἀσ. Πρέσ).— Οἱ σοσιαλισταὶ ἀνεκάλεσαν τὴν πρότασιν ἀναστολῆς τῆς συνδέσεως.	[1392, 761, 1570, 797]
headline-weather: ΑΙΘΡΙΟΣ ΕΩΣ ΝΕΦΕΛΩΔΗΣ ΠΡΟΒΛΕΠΕΤΑΙ Ο ΚΑΙΡΟΣ ΣΗΜΕΡΟΝ	[453, 1005, 610, 1047]
article-body	[624, 1138, 993, 1178]
headline-manila-bombs: ΜΕ ΣΕΙΡΑΝ ΕΚΡΗΞΕΩΝ ΒΟΜΒΩΝ ΕΙΣ ΤΗΝ ΜΑΝΙΛΑΝ ΕΩΡΤΑΣΘΗ Η ΕΠΕΤΕΙΟΣ ΤΗΣ ΕΘΝΙΚΗΣ ΕΟΡΤΗΣ ΤΗΣ ΧΩΡΑΣ	[1216, 1139, 1557, 1187]
article-text-continued: ΒΟΝΝΗ, 12. (Ηνωμ. Τύπος).— Ἡ ἑλληνικὴ κυβέρνησις διεκδικεῖ ἀποζημιώσεις ἐκ τοῦ πρώτου πολέμου.	[1392, 890, 1570, 925]
article-body	[1204, 196, 1570, 297]
article-text-continued: ΠΑΡΙΣΙΟΙ, 12. (Ρόυτερ).— Ἡ δύναμις ἡ μὴ κομμουνιστικὴ ἀριστερὰ καταβάλλει προσπαθείας διὰ νὰ ἑνωθῇ ἐν ὄψει τῶν προσεχῶν ἐκλογῶν, ἀντιμετωπίζουσα τὰ κόμματα τῶν ἄκρων.	[8, 600, 219, 648]
article-text: ΦΡΑΓΚΦΟΥΡΤΗ, 12. (Ηνωμ. Τύπος).— Περὶ τοὺς 1.600 ὁδοκαθαρισταὶ ἐκήρυξαν ἀπεργίαν.	[1011, 898, 1192, 922]
grafotechniki-logo-icon: G	[832, 1693, 854, 1717]
article-text-continued: ΦΟΡΜΟΖΑ, 12. (Ἀσ. Πρέσ).— Εἰς εὐρὺ δίκτυον κομμουνιστικῆς κατασκοπείας ἀνεκάλυψαν αἱ ἀρχαὶ τῆς Φορμόζας, συλληφθέντων πολλῶν προσώπων.	[8, 949, 421, 1013]
section-separator	[451, 822, 612, 823]
article-text: ΛΟΝΔΙΝΟΝ, 12. (Ἀσσ. Πρέσ).— Ἡ βρεταννικὴ κυβέρνησις ἐφάνη διχασμένη ἐπὶ τοῦ θέματος τοῦ χρόνου ἐντάξεως τῆς Βρεταννίας εἰς τὴν Κοινὴν Ἀγοράν, πολλῶν ὑπουργῶν ἀντιδρώντων.	[1204, 195, 1382, 255]
article-text-continued: ΛΕΥΚΩΣΙΑ, 12. (Ιδ. ἀνταπ.).— Ὁ ἀρχιεπίσκοπος θὰ συναντήσῃ εἰς Ρώμην τὸν βασιλέα τὸν Ἰούλιον.	[451, 291, 612, 327]
article-text: ΧΟΓΚ ΚΟΓΚ, 12. (Ηνωμ. Τύπος).— Ὁ πρίγκηψ Σιχανοὺκ ἔφθασεν εἰς Βουκουρέστι.	[1010, 1368, 1192, 1393]
subheadline-common-market: ΠΟΛΛΟΙ ΥΠΟΥΡΓΟΙ ΑΝΤΙΔΡΟΥΝ ΕΙΣ ΤΟΝ ΧΡΟΝΟΝ ΤΗΣ ΕΝΤΑΞΕΩΣ	[1223, 152, 1550, 191]
article-body	[1204, 361, 1570, 425]
burroughs-advertisement	[624, 1178, 993, 1729]
subheadline-romanian-talks: Θέματα διμεροῦς ἐνδιαφέροντος ἐξητάσθησαν, εἰς σύσκεψιν, ὑπὸ τῶν κ.κ. Παλαμᾶ καὶ Μανέσκου.—	[17, 175, 430, 218]
section-separator	[1204, 559, 1570, 560]
section-separator	[1204, 688, 1570, 689]
article-text-continued: ΠΑΡΙΣΙΟΙ, 12. (Ρόυτερ).— Ἡ δύναμις ἡ μὴ κομμουνιστικὴ ἀριστερὰ καταβάλλει προσπαθείας διὰ νὰ ἑνωθῇ ἐν ὄψει τῶν προσεχῶν ἐκλογῶν, ἀντιμετωπίζουσα τὰ κόμματα τῶν ἄκρων.	[229, 548, 439, 596]
headline-elephant-death: ΤΡΑΓΙΚΟΣ ΘΑΝΑΤΟΣ ΑΝΘΡΩΠΟΥ ΑΠΟ ΕΛΕΦΑΝΤΑ	[1018, 784, 1185, 813]
headline-frankfurt-strike: 1.600 ΟΔΟΚΑΘΑΡΙΣΤΑΙ ΕΙΣ ΦΡΑΓΚΦΟΥΡΤΗΝ ΕΚΗΡΥΞΑΝ ΑΠΕΡΓΙΑΝ	[1018, 853, 1186, 896]
article-text: ΜΟΣΧΑ, 12. (Ηνωμ. Τύπος).— Ρωσσικὴ ἀποστολὴ μεταβαίνει εἰς τὸ ἐξωτερικόν.	[1009, 395, 1192, 419]
article-body	[8, 222, 439, 359]
headline-bosphorus-warships: ΡΩΣΣΙΚΑ ΠΟΛΕΜΙΚΑ ΔΙΕΠΛΕΥΣΑΝ ΤΟΝ ΒΟΣΠΟΡΟΝ	[472, 475, 591, 517]
headline-airports-corfu-zakynthos: ΕΝΕΚΑΙΝΙΑΣΘΗΣΑΝ ΥΠΟ ΤΟΥ ΥΠΟΥΡΓΟΥ ΣΥΓΚΟΙΝΩΝΙΩΝ ΟΙ ΑΕΡΟΛΙΜΕΝΕΣ ΤΗΣ ΚΕΡΚΥΡΑΣ ΚΑΙ ΤΗΣ ΖΑΚΥΝΘΟΥ	[13, 1027, 434, 1061]
article-text-continued: ΤΕΛ ΑΒΙΒ, 12. (Ηνωμ. Τύπος).— Τέως ἀνώτατος στρατιωτικὸς τύπος τοῦ Ἰσραὴλ ἐδήλωσεν ὅτι αἱ ἰσραηλιναὶ δυνάμεις θὰ ἐδέχοντο μείωσιν τῶν δυνάμεων ἑκατέρωθεν τῆς διώρυγος τοῦ Σουέζ, ἀλλὰ ἀποκλείουν γενικὴν ἀποχώρησιν.	[624, 375, 807, 448]
section-separator	[1204, 944, 1570, 945]
section-separator	[451, 645, 612, 646]
article-text: ΛΟΝΔΙΝΟΝ, 12. (Ρόυτερ).— Ἡ πυρκαγιὰ ἦτο ἔργον ἐμπρηστῶν.	[1010, 1286, 1192, 1309]
article-text: ΛΕΥΚΩΣΙΑ, 12. (Ιδ. ἀνταπ.).— Ἐπεβλήθη φορολογία ἐπὶ τῶν ἀγγλικῶν προ-πό.	[1010, 1189, 1192, 1213]
article-text: ΤΕΛ ΑΒΙΒ, 12. (Ηνωμ. Τύπος).— Τέως ἀνώτατος στρατιωτικὸς τύπος τοῦ Ἰσραὴλ ἐδήλωσεν ὅτι αἱ ἰσραηλιναὶ δυνάμεις θὰ ἐδέχοντο μείωσιν τῶν δυνάμεων ἑκατέρωθεν τῆς διώρυγος τοῦ Σουέζ, ἀλλὰ ἀποκλείουν γενικὴν ἀποχώρησιν.	[1009, 223, 1192, 295]
article-body	[1204, 986, 1570, 1050]
article-text: ΟΥΑΣΙΓΚΤΩΝ, 12. (Ηνωμ. Τύπος).— Ἡ βοήθεια τοῦ μπλὸκ πρὸς τὸ Βόρειον Βιετνάμ.	[814, 936, 995, 960]
column-right	[1204, 51, 1570, 2316]
headline-ralph-bunche: ΣΟΒΑΡΑ ΠΑΡΑΜΕΝΕΙ Η ΚΑΤΑΣΤΑΣΙΣ ΤΟΥ ΡΑΛΦ ΜΠΑΝΤΣ	[464, 829, 599, 871]
section-separator	[8, 659, 439, 660]
section-separator	[624, 1090, 1192, 1092]
headline-phnom-penh-attack: ΔΙΜΕΤΩΠΟΝ ΕΠΙΘΕΣΙΝ ΕΞΑΠΕΛΥΣΑΝ ΕΓΓΥΤΑΤΑ ΤΗΣ ΠΝΟΜ ΠΕΝΧ ΑΙ ΒΟΡΕΙΟΒΙΕΤΝΑΜΙΚΑΙ ΔΥΝΑΜΕΙΣ	[638, 542, 1177, 644]
article-text-continued: ΗΝΩΜΕΝΑ ΕΘΝΗ, 12. (Ρόυτερ).— Ἤρχισαν ἰδιαίτεραι συνομιλίαι διὰ τὴν σύγκλησιν συσκέψεως ὑπουργῶν.	[1392, 504, 1570, 540]
article-text-continued: ΦΟΡΜΟΖΑ, 12. (Ἀσ. Πρέσ).— Εἰς εὐρὺ δίκτυον κομμουνιστικῆς κατασκοπείας ἀνεκάλυψαν αἱ ἀρχαὶ τῆς Φορμόζας, συλληφθέντων πολλῶν προσώπων.	[229, 965, 439, 1001]
headline-norway-tax: ΠΡΟΤΑΣΙΣ ΠΕΡΙ ΑΥΞΗΣΕΩΣ ΤΗΣ ΦΟΡΟΛΟΓΙΑΣ ΗΠΕΙΛΗΣΕ ΜΕ ΑΝΑΤΡΟΠΗΝ ΤΗΝ ΝΟΡΒΗΓΙΚΗΝ ΕΡΓΑΤΙΚΗΝ ΚΥΒΕΡΝΗΣΙΝ	[1233, 564, 1541, 613]
headline-arson-fire: ΕΡΓΟΝ ΕΜΠΡΗΣΤΩΝ Η ΠΥΡΚΑΓΙΑ ΕΙΣ ΤΟ ΑΡΑΓΥΤΟΝ	[1017, 1254, 1185, 1283]
article-text: ΤΕΛ ΑΒΙΒ, 12. (Ηνωμ. Τύπος).— Τέως ἀνώτατος στρατιωτικὸς τύπος τοῦ Ἰσραὴλ ἐδήλωσεν ὅτι αἱ ἰσραηλιναὶ δυνάμεις θὰ ἐδέχοντο μείωσιν τῶν δυνάμεων ἑκατέρωθεν τῆς διώρυγος τοῦ Σουέζ, ἀλλὰ ἀποκλείουν γενικὴν ἀποχώρησιν.	[624, 223, 807, 295]
headline-northern-ireland: ΟΙ ΡΩΜΑΙΟΚΑΘΟΛΙΚΟΙ ΕΙΣ ΤΗΝ ΒΟΡΕΙΟΝ ΙΡΛΑΝΔΙΑΝ ΘΑ ΑΓΝΟΗΣΟΥΝ ΔΙΑΤΑΓΗΝ ΤΗΣ ΚΥΒΕΡΝΗΣΕΩΣ ΚΑΙ ΘΑ ΠΡΑΓΜΑΤΟΠΟΙΗΣΟΥΝ ΤΗΝ ΕΤΗΣΙΑΝ ΠΑΡΕΛΑΣΙΝ	[1205, 307, 1569, 356]
burroughs-logo	[639, 1694, 741, 1716]
headline-charter-cooperative: ΙΔΡΥΕΤΑΙ ΕΙΣ ΔΙΕΘΝΗΣ ΑΕΡΟΠΟΡΙΚΟΣ ΣΥΝΕΤΑΙΡΙΣΜΟΣ ΔΙΑ ΤΗΝ ΥΠΟΣΤΗΡΙΞΙΝ ΤΩΝ ΕΤΑΙΡΙΩΝ «ΤΣΑΡΤΕΡΣ»	[660, 1096, 1155, 1134]
brief-column	[1005, 697, 1192, 1084]
article-text: Αἴθριος ἕως νεφελώδης προβλέπεται ὁ καιρὸς σήμερον εἰς ὅλην τὴν χώραν.	[451, 1050, 612, 1075]
article-text-continued: ΑΒΑΝΑ, 12. (Ρόυτερ).— Νέος λιμὴν ἐγκαινιάζεται εἰς τὴν Κούβαν.	[1010, 1494, 1192, 1517]
article-text: ΛΟΝΔΙΝΟΝ, 12. (Ἀσσ. Πρέσ).— Ἡ βασίλισσα ἐπεθεώρησεν ἔφιππος τὴν φρουράν.	[1204, 1098, 1382, 1122]
section-separator	[8, 1152, 439, 1153]
article-text-continued: ΑΘΗΝΑΙ, 12.— Ἀπεβίωσεν τὴν 5ην π.μ. σήμερον ὁ Ἀναστάσιος Κανελλόπουλος, ἀδελφὸς τοῦ πρώην πρωθυπουργοῦ.	[8, 1237, 219, 1273]
article-text-continued: ΑΘΗΝΑΙ, 12.— Ὁ ὑπουργὸς Συγκοινωνιῶν ἐνεκαινίασε τοὺς νέους ἀερολιμένας τῆς Κερκύρας καὶ τῆς Ζακύνθου.	[229, 1105, 439, 1141]
article-text: ΑΘΗΝΑΙ, 12.— Ὁ ὑπουργὸς Συγκοινωνιῶν ἐνεκαινίασε τοὺς νέους ἀερολιμένας τῆς Κερκύρας καὶ τῆς Ζακύνθου.	[8, 1065, 219, 1101]
